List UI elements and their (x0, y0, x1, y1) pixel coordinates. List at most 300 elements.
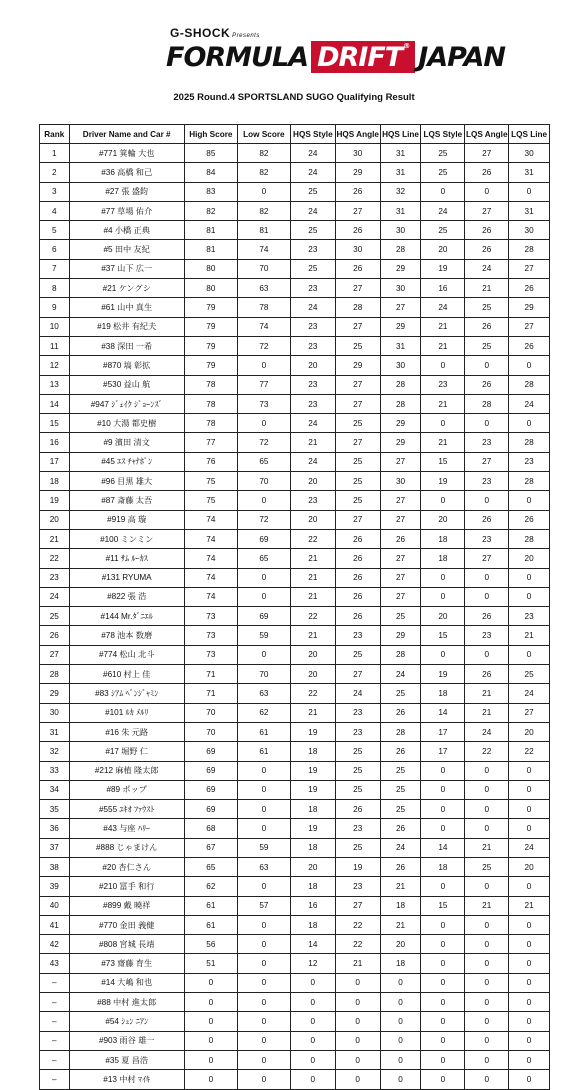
cell-low-score: 0 (237, 877, 290, 896)
cell-rank: 8 (40, 279, 70, 298)
cell-low-score: 62 (237, 703, 290, 722)
cell-low-score: 72 (237, 336, 290, 355)
cell-lqs-line: 21 (509, 626, 550, 645)
table-body (40, 144, 550, 1090)
column-header-lqs-angle: LQS Angle (465, 125, 509, 144)
cell-lqs-angle: 0 (465, 1012, 509, 1031)
cell-low-score: 0 (237, 587, 290, 606)
cell-driver: #38 深田 一希 (69, 336, 184, 355)
cell-hqs-style: 18 (290, 742, 335, 761)
logo-drift-text: DRIFT (317, 42, 403, 73)
cell-low-score: 69 (237, 607, 290, 626)
logo-word-japan: JAPAN (418, 41, 505, 73)
cell-hqs-angle: 30 (335, 144, 380, 163)
cell-rank: 26 (40, 626, 70, 645)
cell-hqs-angle: 25 (335, 761, 380, 780)
cell-high-score: 0 (184, 1031, 237, 1050)
cell-lqs-line: 0 (509, 568, 550, 587)
cell-rank: 30 (40, 703, 70, 722)
cell-high-score: 81 (184, 240, 237, 259)
cell-driver: #87 斎藤 太吾 (69, 491, 184, 510)
cell-hqs-style: 22 (290, 684, 335, 703)
cell-lqs-angle: 0 (465, 973, 509, 992)
cell-lqs-style: 25 (421, 221, 465, 240)
logo-word-drift (311, 41, 415, 73)
table-row (40, 549, 550, 568)
cell-hqs-angle: 25 (335, 472, 380, 491)
table-row (40, 317, 550, 336)
cell-lqs-angle: 21 (465, 279, 509, 298)
cell-rank: 4 (40, 201, 70, 220)
cell-high-score: 74 (184, 549, 237, 568)
cell-lqs-line: 0 (509, 645, 550, 664)
cell-lqs-angle: 26 (465, 163, 509, 182)
cell-high-score: 67 (184, 838, 237, 857)
cell-lqs-style: 0 (421, 877, 465, 896)
cell-hqs-style: 20 (290, 356, 335, 375)
cell-driver: #36 高橋 和己 (69, 163, 184, 182)
table-row (40, 722, 550, 741)
cell-rank: – (40, 973, 70, 992)
cell-low-score: 63 (237, 857, 290, 876)
cell-lqs-line: 0 (509, 491, 550, 510)
cell-high-score: 0 (184, 993, 237, 1012)
cell-lqs-style: 18 (421, 529, 465, 548)
cell-rank: 15 (40, 414, 70, 433)
cell-lqs-line: 28 (509, 375, 550, 394)
cell-lqs-line: 0 (509, 935, 550, 954)
cell-hqs-line: 27 (380, 510, 421, 529)
cell-rank: 41 (40, 915, 70, 934)
cell-rank: 23 (40, 568, 70, 587)
cell-hqs-style: 23 (290, 336, 335, 355)
cell-high-score: 73 (184, 645, 237, 664)
cell-lqs-style: 20 (421, 510, 465, 529)
cell-lqs-style: 0 (421, 915, 465, 934)
cell-hqs-style: 23 (290, 375, 335, 394)
table-row (40, 433, 550, 452)
cell-lqs-style: 0 (421, 182, 465, 201)
cell-lqs-line: 25 (509, 665, 550, 684)
cell-hqs-style: 22 (290, 529, 335, 548)
cell-lqs-style: 23 (421, 375, 465, 394)
cell-driver: #899 戴 曉祥 (69, 896, 184, 915)
cell-hqs-style: 21 (290, 587, 335, 606)
cell-low-score: 61 (237, 742, 290, 761)
cell-high-score: 62 (184, 877, 237, 896)
cell-rank: 13 (40, 375, 70, 394)
cell-driver: #11 ｻﾑ ﾙｰｶｽ (69, 549, 184, 568)
cell-lqs-line: 0 (509, 587, 550, 606)
column-header-hqs-style: HQS Style (290, 125, 335, 144)
cell-hqs-line: 21 (380, 915, 421, 934)
cell-lqs-angle: 26 (465, 607, 509, 626)
cell-lqs-angle: 27 (465, 144, 509, 163)
cell-lqs-style: 20 (421, 240, 465, 259)
cell-lqs-angle: 27 (465, 452, 509, 471)
cell-lqs-line: 0 (509, 356, 550, 375)
cell-lqs-angle: 21 (465, 838, 509, 857)
cell-low-score: 74 (237, 240, 290, 259)
table-row (40, 954, 550, 973)
cell-lqs-style: 0 (421, 954, 465, 973)
table-row (40, 279, 550, 298)
cell-high-score: 73 (184, 607, 237, 626)
cell-rank: 7 (40, 259, 70, 278)
cell-lqs-angle: 24 (465, 722, 509, 741)
column-header-hqs-angle: HQS Angle (335, 125, 380, 144)
cell-hqs-line: 0 (380, 1031, 421, 1050)
cell-lqs-angle: 0 (465, 993, 509, 1012)
cell-low-score: 77 (237, 375, 290, 394)
cell-lqs-angle: 26 (465, 665, 509, 684)
cell-high-score: 76 (184, 452, 237, 471)
cell-lqs-line: 0 (509, 414, 550, 433)
cell-lqs-angle: 26 (465, 375, 509, 394)
cell-low-score: 65 (237, 549, 290, 568)
cell-hqs-line: 21 (380, 877, 421, 896)
cell-hqs-line: 30 (380, 279, 421, 298)
cell-hqs-angle: 27 (335, 317, 380, 336)
cell-rank: 35 (40, 800, 70, 819)
cell-rank: 33 (40, 761, 70, 780)
cell-lqs-style: 0 (421, 1031, 465, 1050)
cell-lqs-style: 19 (421, 259, 465, 278)
cell-low-score: 61 (237, 722, 290, 741)
cell-lqs-line: 0 (509, 915, 550, 934)
cell-driver: #83 ｼｱﾑ ﾍﾞﾝｼﾞｬﾐﾝ (69, 684, 184, 703)
cell-hqs-style: 0 (290, 993, 335, 1012)
cell-hqs-angle: 22 (335, 935, 380, 954)
cell-lqs-style: 0 (421, 1050, 465, 1069)
cell-low-score: 63 (237, 279, 290, 298)
cell-high-score: 0 (184, 1070, 237, 1089)
cell-rank: – (40, 1050, 70, 1069)
cell-lqs-line: 27 (509, 317, 550, 336)
cell-hqs-style: 19 (290, 819, 335, 838)
table-row (40, 935, 550, 954)
cell-lqs-line: 20 (509, 549, 550, 568)
cell-low-score: 0 (237, 935, 290, 954)
cell-hqs-style: 12 (290, 954, 335, 973)
cell-hqs-line: 27 (380, 568, 421, 587)
cell-lqs-line: 0 (509, 761, 550, 780)
cell-hqs-style: 18 (290, 838, 335, 857)
cell-lqs-angle: 0 (465, 935, 509, 954)
cell-low-score: 0 (237, 761, 290, 780)
cell-lqs-angle: 0 (465, 877, 509, 896)
cell-rank: 37 (40, 838, 70, 857)
cell-lqs-angle: 21 (465, 684, 509, 703)
cell-rank: 17 (40, 452, 70, 471)
cell-lqs-angle: 25 (465, 298, 509, 317)
cell-lqs-angle: 26 (465, 221, 509, 240)
cell-rank: 2 (40, 163, 70, 182)
cell-low-score: 0 (237, 1031, 290, 1050)
cell-lqs-angle: 0 (465, 182, 509, 201)
cell-lqs-line: 0 (509, 1070, 550, 1089)
cell-rank: 12 (40, 356, 70, 375)
cell-rank: 34 (40, 780, 70, 799)
cell-hqs-style: 23 (290, 240, 335, 259)
column-header-low-score: Low Score (237, 125, 290, 144)
cell-hqs-angle: 26 (335, 587, 380, 606)
cell-hqs-angle: 26 (335, 568, 380, 587)
cell-driver: #10 大湯 都史樹 (69, 414, 184, 433)
cell-hqs-angle: 25 (335, 414, 380, 433)
cell-lqs-angle: 27 (465, 549, 509, 568)
cell-hqs-angle: 0 (335, 993, 380, 1012)
cell-hqs-line: 28 (380, 722, 421, 741)
cell-hqs-angle: 26 (335, 529, 380, 548)
cell-driver: #131 RYUMA (69, 568, 184, 587)
cell-low-score: 74 (237, 317, 290, 336)
cell-lqs-line: 26 (509, 279, 550, 298)
table-row (40, 472, 550, 491)
cell-low-score: 0 (237, 1012, 290, 1031)
cell-driver: #88 中村 進太郎 (69, 993, 184, 1012)
cell-rank: 20 (40, 510, 70, 529)
cell-rank: 19 (40, 491, 70, 510)
cell-lqs-angle: 25 (465, 857, 509, 876)
cell-lqs-line: 0 (509, 973, 550, 992)
cell-lqs-style: 18 (421, 857, 465, 876)
cell-hqs-style: 24 (290, 452, 335, 471)
cell-rank: 40 (40, 896, 70, 915)
cell-lqs-angle: 21 (465, 896, 509, 915)
cell-high-score: 74 (184, 587, 237, 606)
cell-low-score: 78 (237, 298, 290, 317)
cell-rank: 31 (40, 722, 70, 741)
cell-lqs-style: 0 (421, 800, 465, 819)
cell-high-score: 79 (184, 336, 237, 355)
cell-low-score: 0 (237, 915, 290, 934)
cell-low-score: 0 (237, 645, 290, 664)
cell-high-score: 78 (184, 394, 237, 413)
cell-rank: 21 (40, 529, 70, 548)
cell-hqs-style: 23 (290, 279, 335, 298)
cell-hqs-angle: 25 (335, 452, 380, 471)
cell-lqs-line: 26 (509, 336, 550, 355)
cell-lqs-angle: 0 (465, 819, 509, 838)
logo-word-formula: FORMULA (166, 41, 309, 73)
cell-driver: #89 ポップ (69, 780, 184, 799)
cell-lqs-style: 0 (421, 819, 465, 838)
cell-lqs-line: 31 (509, 163, 550, 182)
cell-hqs-line: 0 (380, 1070, 421, 1089)
cell-lqs-style: 15 (421, 452, 465, 471)
cell-hqs-line: 29 (380, 626, 421, 645)
cell-rank: 39 (40, 877, 70, 896)
cell-hqs-line: 0 (380, 993, 421, 1012)
table-row (40, 163, 550, 182)
cell-lqs-angle: 0 (465, 568, 509, 587)
cell-driver: #774 松山 北斗 (69, 645, 184, 664)
cell-hqs-angle: 25 (335, 645, 380, 664)
cell-hqs-style: 0 (290, 1031, 335, 1050)
cell-lqs-angle: 25 (465, 336, 509, 355)
cell-driver: #903 雨谷 雄一 (69, 1031, 184, 1050)
cell-hqs-angle: 23 (335, 722, 380, 741)
cell-hqs-style: 18 (290, 877, 335, 896)
table-row (40, 684, 550, 703)
cell-hqs-style: 24 (290, 298, 335, 317)
cell-low-score: 82 (237, 144, 290, 163)
cell-driver: #144 Mr.ﾀﾞﾆｴﾙ (69, 607, 184, 626)
cell-high-score: 73 (184, 626, 237, 645)
cell-lqs-style: 0 (421, 645, 465, 664)
cell-hqs-style: 19 (290, 780, 335, 799)
cell-lqs-style: 15 (421, 896, 465, 915)
cell-lqs-style: 24 (421, 201, 465, 220)
cell-hqs-line: 31 (380, 201, 421, 220)
cell-lqs-style: 0 (421, 1012, 465, 1031)
cell-lqs-style: 18 (421, 684, 465, 703)
cell-lqs-angle: 21 (465, 703, 509, 722)
cell-lqs-angle: 22 (465, 742, 509, 761)
cell-hqs-angle: 27 (335, 201, 380, 220)
cell-hqs-angle: 0 (335, 1031, 380, 1050)
cell-hqs-angle: 25 (335, 491, 380, 510)
table-row (40, 452, 550, 471)
cell-hqs-style: 20 (290, 645, 335, 664)
cell-low-score: 0 (237, 800, 290, 819)
table-row (40, 896, 550, 915)
formula-drift-japan-logo (166, 38, 505, 76)
cell-lqs-angle: 0 (465, 491, 509, 510)
cell-low-score: 82 (237, 163, 290, 182)
cell-rank: 11 (40, 336, 70, 355)
cell-hqs-style: 20 (290, 510, 335, 529)
cell-lqs-style: 0 (421, 780, 465, 799)
cell-high-score: 83 (184, 182, 237, 201)
cell-lqs-style: 25 (421, 144, 465, 163)
cell-lqs-style: 21 (421, 336, 465, 355)
cell-low-score: 69 (237, 529, 290, 548)
cell-hqs-style: 19 (290, 761, 335, 780)
cell-low-score: 81 (237, 221, 290, 240)
cell-driver: #14 大嶋 和也 (69, 973, 184, 992)
cell-low-score: 63 (237, 684, 290, 703)
table-row (40, 394, 550, 413)
cell-hqs-line: 29 (380, 259, 421, 278)
cell-low-score: 0 (237, 993, 290, 1012)
cell-high-score: 0 (184, 973, 237, 992)
cell-lqs-style: 0 (421, 973, 465, 992)
cell-low-score: 82 (237, 201, 290, 220)
cell-hqs-line: 25 (380, 780, 421, 799)
table-header-row (40, 125, 550, 144)
cell-driver: #35 夏 昌浩 (69, 1050, 184, 1069)
cell-hqs-style: 21 (290, 703, 335, 722)
cell-driver: #45 ｴｽ ﾁｬﾅﾎﾟﾝ (69, 452, 184, 471)
table-row (40, 336, 550, 355)
cell-lqs-style: 0 (421, 491, 465, 510)
table-row (40, 780, 550, 799)
cell-hqs-line: 27 (380, 587, 421, 606)
cell-low-score: 0 (237, 491, 290, 510)
cell-hqs-angle: 27 (335, 433, 380, 452)
table-row (40, 587, 550, 606)
cell-lqs-angle: 0 (465, 587, 509, 606)
cell-low-score: 70 (237, 259, 290, 278)
cell-hqs-style: 0 (290, 1050, 335, 1069)
cell-driver: #4 小橋 正典 (69, 221, 184, 240)
cell-hqs-style: 21 (290, 549, 335, 568)
cell-low-score: 65 (237, 452, 290, 471)
cell-lqs-angle: 0 (465, 645, 509, 664)
cell-lqs-line: 26 (509, 510, 550, 529)
cell-driver: #101 ﾙｶ ﾒﾙﾘ (69, 703, 184, 722)
cell-driver: #19 松井 有紀夫 (69, 317, 184, 336)
table-row (40, 529, 550, 548)
cell-hqs-line: 28 (380, 645, 421, 664)
cell-hqs-angle: 25 (335, 336, 380, 355)
cell-lqs-angle: 0 (465, 915, 509, 934)
cell-hqs-style: 25 (290, 182, 335, 201)
cell-hqs-line: 29 (380, 414, 421, 433)
cell-high-score: 68 (184, 819, 237, 838)
cell-high-score: 74 (184, 529, 237, 548)
cell-low-score: 0 (237, 819, 290, 838)
cell-high-score: 79 (184, 356, 237, 375)
cell-lqs-style: 16 (421, 279, 465, 298)
cell-low-score: 0 (237, 182, 290, 201)
cell-lqs-angle: 28 (465, 394, 509, 413)
cell-driver: #210 冨手 和行 (69, 877, 184, 896)
cell-rank: 42 (40, 935, 70, 954)
cell-hqs-line: 29 (380, 317, 421, 336)
cell-rank: 6 (40, 240, 70, 259)
cell-hqs-angle: 26 (335, 549, 380, 568)
cell-driver: #13 中村 ﾏｲｷ (69, 1070, 184, 1089)
cell-rank: – (40, 1012, 70, 1031)
cell-lqs-angle: 24 (465, 259, 509, 278)
cell-lqs-angle: 0 (465, 1031, 509, 1050)
table-row (40, 626, 550, 645)
table-row (40, 1050, 550, 1069)
cell-high-score: 65 (184, 857, 237, 876)
cell-lqs-style: 0 (421, 568, 465, 587)
cell-hqs-line: 30 (380, 356, 421, 375)
cell-lqs-line: 0 (509, 954, 550, 973)
cell-lqs-angle: 0 (465, 356, 509, 375)
sponsor-name: G-SHOCK (170, 26, 231, 40)
cell-driver: #5 田中 友紀 (69, 240, 184, 259)
cell-rank: 3 (40, 182, 70, 201)
cell-high-score: 71 (184, 665, 237, 684)
cell-hqs-angle: 0 (335, 1050, 380, 1069)
cell-high-score: 82 (184, 201, 237, 220)
cell-hqs-angle: 23 (335, 877, 380, 896)
cell-driver: #771 箕輪 大也 (69, 144, 184, 163)
cell-hqs-line: 26 (380, 857, 421, 876)
cell-high-score: 78 (184, 375, 237, 394)
cell-hqs-angle: 28 (335, 298, 380, 317)
cell-rank: 22 (40, 549, 70, 568)
cell-lqs-line: 27 (509, 259, 550, 278)
cell-lqs-line: 0 (509, 1050, 550, 1069)
cell-driver: #530 益山 航 (69, 375, 184, 394)
cell-hqs-style: 18 (290, 800, 335, 819)
cell-rank: 18 (40, 472, 70, 491)
cell-hqs-line: 31 (380, 336, 421, 355)
cell-hqs-style: 19 (290, 722, 335, 741)
cell-hqs-angle: 25 (335, 780, 380, 799)
table-row (40, 607, 550, 626)
cell-high-score: 61 (184, 896, 237, 915)
cell-lqs-line: 23 (509, 452, 550, 471)
